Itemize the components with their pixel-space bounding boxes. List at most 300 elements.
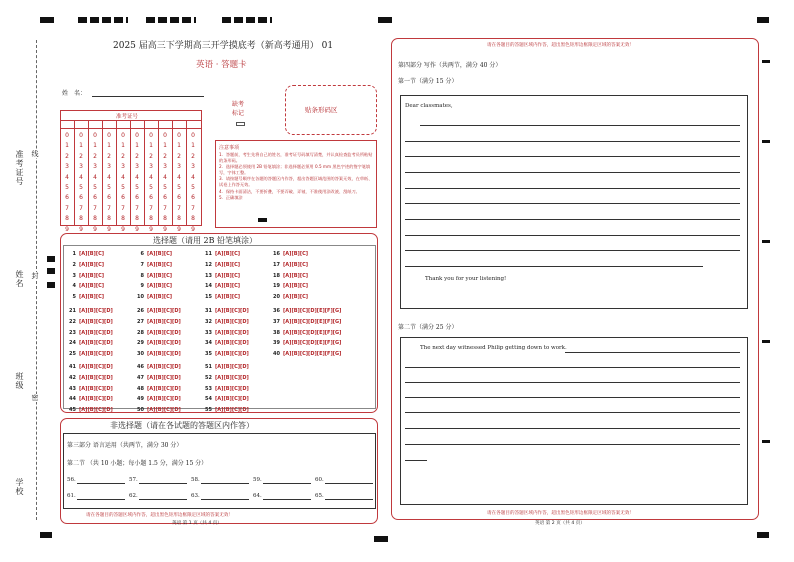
question-number: 39 <box>273 340 280 347</box>
choice-question[interactable] <box>136 340 181 346</box>
exam-digit-bubble[interactable]: 5 <box>121 184 125 192</box>
answer-options[interactable]: [A][B][C] <box>147 251 173 257</box>
choice-question[interactable] <box>204 340 249 346</box>
answer-options[interactable]: [A][B][C][D] <box>215 329 249 336</box>
answer-options[interactable]: [A][B][C][D] <box>147 374 181 381</box>
writing-line[interactable] <box>405 250 740 251</box>
registration-mark <box>762 60 770 63</box>
exam-digit-bubble[interactable]: 6 <box>107 194 111 202</box>
answer-options[interactable]: [A][B][C] <box>283 251 309 257</box>
answer-options[interactable]: [A][B][C][D] <box>215 374 249 381</box>
exam-digit-bubble[interactable]: 8 <box>135 215 139 223</box>
exam-digit-bubble[interactable]: 6 <box>93 194 97 202</box>
answer-options[interactable]: [A][B][C] <box>215 283 241 290</box>
exam-digit-bubble[interactable]: 7 <box>191 204 195 212</box>
question-number: 32 <box>205 318 212 325</box>
choice-question[interactable] <box>272 330 341 336</box>
question-number: 43 <box>69 385 76 392</box>
question-number: 3 <box>72 272 76 279</box>
exam-digit-bubble[interactable]: 1 <box>149 142 153 150</box>
answer-options[interactable]: [A][B][C] <box>215 294 241 301</box>
answer-options[interactable]: [A][B][C] <box>283 261 309 268</box>
answer-options[interactable]: [A][B][C] <box>147 261 173 268</box>
exam-digit-bubble[interactable]: 2 <box>65 152 69 160</box>
exam-digit-column[interactable] <box>160 131 170 235</box>
choice-question[interactable] <box>68 294 104 300</box>
exam-digit-bubble[interactable]: 1 <box>135 142 139 150</box>
exam-digit-bubble[interactable]: 0 <box>163 132 167 139</box>
absent-checkbox[interactable] <box>236 122 245 126</box>
answer-options[interactable]: [A][B][C] <box>79 251 105 257</box>
exam-digit-bubble[interactable]: 5 <box>65 184 69 192</box>
exam-digit-bubble[interactable]: 9 <box>135 225 139 233</box>
exam-digit-bubble[interactable]: 0 <box>135 132 139 139</box>
blank-line[interactable] <box>325 483 373 484</box>
answer-options[interactable]: [A][B][C][D] <box>79 340 113 347</box>
exam-digit-bubble[interactable]: 3 <box>191 163 195 171</box>
answer-options[interactable]: [A][B][C] <box>283 272 309 279</box>
exam-digit-divider <box>158 120 159 226</box>
writing-line[interactable] <box>405 367 740 368</box>
question-number: 8 <box>140 272 144 279</box>
exam-digit-bubble[interactable]: 2 <box>177 152 181 160</box>
binding-line <box>36 40 37 520</box>
exam-digit-bubble[interactable]: 8 <box>107 215 111 223</box>
exam-digit-bubble[interactable]: 2 <box>107 152 111 160</box>
exam-digit-bubble[interactable]: 8 <box>149 215 153 223</box>
notes-title: 注意事项 <box>219 145 240 151</box>
answer-options[interactable]: [A][B][C] <box>79 294 105 301</box>
exam-digit-bubble[interactable]: 5 <box>191 184 195 192</box>
choice-question[interactable] <box>272 351 341 357</box>
exam-digit-bubble[interactable]: 8 <box>79 215 83 223</box>
answer-options[interactable]: [A][B][C][D] <box>79 364 113 370</box>
answer-options[interactable]: [A][B][C][D] <box>79 396 113 403</box>
question-number: 23 <box>69 329 76 336</box>
exam-digit-bubble[interactable]: 3 <box>163 163 167 171</box>
answer-options[interactable]: [A][B][C][D] <box>147 318 181 325</box>
exam-digit-column[interactable] <box>118 131 128 235</box>
right-footer: 英语 第 2 页（共 4 页） <box>535 521 585 526</box>
writing-line[interactable] <box>405 266 703 267</box>
exam-digit-bubble[interactable]: 1 <box>79 142 83 150</box>
exam-digit-bubble[interactable]: 4 <box>121 173 125 181</box>
choice-question[interactable] <box>68 351 113 357</box>
exam-digit-bubble[interactable]: 5 <box>93 184 97 192</box>
choice-question[interactable] <box>68 364 113 370</box>
choice-question[interactable] <box>68 386 113 392</box>
exam-digit-bubble[interactable]: 4 <box>191 173 195 181</box>
answer-options[interactable]: [A][B][C] <box>147 294 173 301</box>
writing-line[interactable] <box>405 156 740 157</box>
answer-options[interactable]: [A][B][C] <box>79 283 105 290</box>
choice-question[interactable] <box>136 319 181 325</box>
exam-digit-bubble[interactable]: 0 <box>79 132 83 139</box>
exam-digit-bubble[interactable]: 1 <box>107 142 111 150</box>
exam-digit-bubble[interactable]: 2 <box>149 152 153 160</box>
question-number: 11 <box>205 251 212 257</box>
exam-digit-bubble[interactable]: 7 <box>93 204 97 212</box>
registration-mark <box>762 140 770 143</box>
exam-digit-bubble[interactable]: 7 <box>163 204 167 212</box>
writing-line[interactable] <box>405 428 740 429</box>
answer-options[interactable]: [A][B][C][D][E][F][G] <box>283 308 342 314</box>
choice-question[interactable] <box>68 319 113 325</box>
choice-question[interactable] <box>136 308 181 314</box>
writing-line[interactable] <box>565 352 740 353</box>
exam-digit-bubble[interactable]: 3 <box>107 163 111 171</box>
choice-question[interactable] <box>68 396 113 402</box>
blank-number: 59. <box>253 477 262 483</box>
exam-digit-bubble[interactable]: 3 <box>79 163 83 171</box>
exam-digit-bubble[interactable]: 9 <box>79 225 83 233</box>
exam-digit-bubble[interactable]: 6 <box>65 194 69 202</box>
answer-options[interactable]: [A][B][C][D][E][F][G] <box>283 329 342 336</box>
choice-question[interactable] <box>204 262 240 268</box>
exam-digit-bubble[interactable]: 3 <box>149 163 153 171</box>
blank-line[interactable] <box>201 483 249 484</box>
exam-digit-bubble[interactable]: 7 <box>65 204 69 212</box>
exam-digit-bubble[interactable]: 7 <box>79 204 83 212</box>
answer-options[interactable]: [A][B][C][D] <box>147 329 181 336</box>
exam-digit-bubble[interactable]: 4 <box>65 173 69 181</box>
blank-number: 60. <box>315 477 324 483</box>
writing-line[interactable] <box>405 203 740 204</box>
exam-digit-bubble[interactable]: 1 <box>93 142 97 150</box>
exam-digit-bubble[interactable]: 6 <box>149 194 153 202</box>
blank-number: 65. <box>315 493 324 499</box>
choice-question[interactable] <box>68 283 104 289</box>
choice-question[interactable] <box>136 283 172 289</box>
exam-digit-column[interactable] <box>90 131 100 235</box>
blank-line[interactable] <box>77 499 125 500</box>
answer-options[interactable]: [A][B][C][D] <box>215 308 249 314</box>
writing-line[interactable] <box>405 219 740 220</box>
answer-options[interactable]: [A][B][C][D] <box>215 385 249 392</box>
nonchoice-title: 非选择题（请在各试题的答题区内作答） <box>110 421 254 430</box>
writing-line[interactable] <box>405 172 740 173</box>
choice-question[interactable] <box>136 386 181 392</box>
right-warning-bottom: 请在各题目的答题区域内作答，超出黑色矩形边框限定区域的答案无效！ <box>487 511 635 516</box>
exam-digit-bubble[interactable]: 5 <box>107 184 111 192</box>
answer-options[interactable]: [A][B][C][D] <box>79 407 113 414</box>
choice-question[interactable] <box>136 407 181 413</box>
exam-digit-bubble[interactable]: 2 <box>191 152 195 160</box>
exam-digit-bubble[interactable]: 0 <box>93 132 97 139</box>
blank-line[interactable] <box>325 499 373 500</box>
choice-question[interactable] <box>204 351 249 357</box>
section2-end-line[interactable] <box>405 460 427 461</box>
exam-digit-bubble[interactable]: 4 <box>163 173 167 181</box>
exam-digit-bubble[interactable]: 9 <box>93 225 97 233</box>
exam-digit-bubble[interactable]: 9 <box>163 225 167 233</box>
exam-digit-column[interactable] <box>132 131 142 235</box>
answer-options[interactable]: [A][B][C][D] <box>215 351 249 358</box>
exam-digit-bubble[interactable]: 9 <box>149 225 153 233</box>
part3-section2: 第二节 （共 10 小题；每小题 1.5 分，满分 15 分） <box>67 460 208 467</box>
blank-number: 57. <box>129 477 138 483</box>
choice-question[interactable] <box>204 396 249 402</box>
answer-options[interactable]: [A][B][C] <box>147 272 173 279</box>
answer-options[interactable]: [A][B][C] <box>147 283 173 290</box>
exam-digit-bubble[interactable]: 2 <box>93 152 97 160</box>
exam-digit-bubble[interactable]: 9 <box>107 225 111 233</box>
exam-digit-column[interactable] <box>146 131 156 235</box>
writing-line[interactable] <box>420 125 740 126</box>
page-title: 2025 届高三下学期高三开学摸底考（新高考通用） 01 <box>113 41 334 51</box>
exam-digit-bubble[interactable]: 4 <box>93 173 97 181</box>
exam-digit-bubble[interactable]: 8 <box>93 215 97 223</box>
exam-digit-bubble[interactable]: 5 <box>79 184 83 192</box>
exam-digit-bubble[interactable]: 4 <box>177 173 181 181</box>
answer-options[interactable]: [A][B][C] <box>283 294 309 301</box>
answer-options[interactable]: [A][B][C][D] <box>147 396 181 403</box>
answer-options[interactable]: [A][B][C][D] <box>215 407 249 414</box>
exam-digit-bubble[interactable]: 7 <box>135 204 139 212</box>
question-number: 55 <box>205 407 212 414</box>
answer-options[interactable]: [A][B][C][D] <box>147 308 181 314</box>
choice-question[interactable] <box>272 283 308 289</box>
choice-question[interactable] <box>204 294 240 300</box>
exam-digit-bubble[interactable]: 8 <box>121 215 125 223</box>
answer-options[interactable]: [A][B][C][D] <box>215 340 249 347</box>
choice-question[interactable] <box>272 251 308 257</box>
exam-digit-bubble[interactable]: 9 <box>121 225 125 233</box>
choice-question[interactable] <box>272 262 308 268</box>
choice-question[interactable] <box>136 375 181 381</box>
choice-question[interactable] <box>136 396 181 402</box>
exam-digit-divider <box>186 120 187 226</box>
choice-question[interactable] <box>68 262 104 268</box>
exam-digit-bubble[interactable]: 8 <box>163 215 167 223</box>
blank-number: 61. <box>67 493 76 499</box>
registration-mark <box>78 17 128 23</box>
question-number: 31 <box>205 308 212 314</box>
blank-line[interactable] <box>263 483 311 484</box>
answer-options[interactable]: [A][B][C][D] <box>215 396 249 403</box>
exam-digit-bubble[interactable]: 6 <box>135 194 139 202</box>
choice-question[interactable] <box>272 340 341 346</box>
exam-digit-bubble[interactable]: 3 <box>135 163 139 171</box>
answer-options[interactable]: [A][B][C][D] <box>79 374 113 381</box>
answer-options[interactable]: [A][B][C][D] <box>147 351 181 358</box>
exam-digit-bubble[interactable]: 1 <box>177 142 181 150</box>
exam-digit-bubble[interactable]: 1 <box>191 142 195 150</box>
question-number: 51 <box>205 364 212 370</box>
answer-options[interactable]: [A][B][C][D] <box>79 385 113 392</box>
side-label-line: 线 <box>31 150 39 158</box>
answer-options[interactable]: [A][B][C][D] <box>147 385 181 392</box>
exam-digit-bubble[interactable]: 0 <box>107 132 111 139</box>
exam-digit-bubble[interactable]: 1 <box>65 142 69 150</box>
exam-digit-bubble[interactable]: 2 <box>121 152 125 160</box>
exam-digit-bubble[interactable]: 5 <box>149 184 153 192</box>
exam-digit-bubble[interactable]: 6 <box>79 194 83 202</box>
choice-question[interactable] <box>204 308 249 314</box>
side-label-exam-no: 准考证号 <box>15 150 24 186</box>
choice-question[interactable] <box>204 330 249 336</box>
blank-line[interactable] <box>139 499 187 500</box>
writing-line[interactable] <box>405 382 740 383</box>
exam-digit-bubble[interactable]: 6 <box>177 194 181 202</box>
exam-digit-bubble[interactable]: 4 <box>149 173 153 181</box>
left-warning: 请在各题目的答题区域内作答，超出黑色矩形边框限定区域的答案无效！ <box>86 513 234 518</box>
exam-digit-bubble[interactable]: 4 <box>79 173 83 181</box>
answer-options[interactable]: [A][B][C][D] <box>147 407 181 414</box>
choice-question[interactable] <box>68 251 104 257</box>
blank-line[interactable] <box>263 499 311 500</box>
question-number: 20 <box>273 294 280 301</box>
choice-question[interactable] <box>136 251 172 257</box>
answer-options[interactable]: [A][B][C][D] <box>79 308 113 314</box>
choice-question[interactable] <box>204 364 249 370</box>
exam-digit-bubble[interactable]: 4 <box>107 173 111 181</box>
question-number: 18 <box>273 272 280 279</box>
exam-digit-bubble[interactable]: 7 <box>121 204 125 212</box>
exam-digit-bubble[interactable]: 0 <box>65 132 69 139</box>
exam-digit-bubble[interactable]: 8 <box>65 215 69 223</box>
choice-question[interactable] <box>136 351 181 357</box>
answer-options[interactable]: [A][B][C][D] <box>147 364 181 370</box>
exam-digit-bubble[interactable]: 7 <box>107 204 111 212</box>
exam-digit-bubble[interactable]: 2 <box>163 152 167 160</box>
answer-options[interactable]: [A][B][C] <box>79 272 105 279</box>
exam-digit-bubble[interactable]: 3 <box>65 163 69 171</box>
exam-digit-bubble[interactable]: 9 <box>191 225 195 233</box>
choice-question[interactable] <box>136 262 172 268</box>
choice-question[interactable] <box>204 386 249 392</box>
exam-digit-bubble[interactable]: 5 <box>135 184 139 192</box>
exam-digit-bubble[interactable]: 8 <box>177 215 181 223</box>
question-number: 41 <box>69 364 76 370</box>
exam-digit-bubble[interactable]: 6 <box>121 194 125 202</box>
choice-question[interactable] <box>272 308 341 314</box>
answer-options[interactable]: [A][B][C] <box>215 251 241 257</box>
blank-line[interactable] <box>201 499 249 500</box>
exam-digit-bubble[interactable]: 6 <box>163 194 167 202</box>
answer-options[interactable]: [A][B][C] <box>215 272 241 279</box>
note-item: 3．请按题号顺序在各题的答题区内作答，超出答题区域范围的答案无效，在草纸、试卷上作答无效。 <box>219 176 373 187</box>
writing-line[interactable] <box>405 141 740 142</box>
exam-digit-bubble[interactable]: 2 <box>135 152 139 160</box>
exam-digit-column[interactable] <box>104 131 114 235</box>
answer-options[interactable]: [A][B][C][D][E][F][G] <box>283 318 342 325</box>
registration-mark <box>222 17 272 23</box>
exam-digit-bubble[interactable]: 0 <box>191 132 195 139</box>
exam-digit-bubble[interactable]: 1 <box>121 142 125 150</box>
answer-options[interactable]: [A][B][C][D][E][F][G] <box>283 351 342 358</box>
answer-options[interactable]: [A][B][C] <box>79 261 105 268</box>
choice-question[interactable] <box>272 273 308 279</box>
name-field[interactable] <box>92 96 204 97</box>
section1-closing: Thank you for your listening! <box>425 276 507 282</box>
answer-options[interactable]: [A][B][C][D] <box>147 340 181 347</box>
question-number: 46 <box>137 364 144 370</box>
choice-question[interactable] <box>68 273 104 279</box>
choice-question[interactable] <box>68 375 113 381</box>
exam-digit-bubble[interactable]: 3 <box>177 163 181 171</box>
exam-digit-bubble[interactable]: 9 <box>65 225 69 233</box>
blank-line[interactable] <box>139 483 187 484</box>
question-number: 13 <box>205 272 212 279</box>
question-number: 4 <box>72 283 76 290</box>
choice-question[interactable] <box>204 319 249 325</box>
exam-digit-column[interactable] <box>62 131 72 235</box>
answer-options[interactable]: [A][B][C] <box>215 261 241 268</box>
question-number: 40 <box>273 351 280 358</box>
choice-question[interactable] <box>136 330 181 336</box>
exam-digit-divider <box>74 120 75 226</box>
answer-options[interactable]: [A][B][C][D] <box>215 364 249 370</box>
exam-digit-bubble[interactable]: 8 <box>191 215 195 223</box>
choice-question[interactable] <box>68 340 113 346</box>
exam-digit-bubble[interactable]: 0 <box>121 132 125 139</box>
exam-digit-bubble[interactable]: 0 <box>177 132 181 139</box>
exam-digit-bubble[interactable]: 7 <box>149 204 153 212</box>
answer-options[interactable]: [A][B][C][D] <box>79 329 113 336</box>
answer-options[interactable]: [A][B][C][D][E][F][G] <box>283 340 342 347</box>
exam-digit-bubble[interactable]: 5 <box>177 184 181 192</box>
exam-digit-column[interactable] <box>174 131 184 235</box>
choice-question[interactable] <box>136 273 172 279</box>
choice-question[interactable] <box>204 407 249 413</box>
section2-writing-box[interactable] <box>400 337 748 505</box>
writing-line[interactable] <box>405 188 740 189</box>
writing-line[interactable] <box>405 412 740 413</box>
question-number: 16 <box>273 251 280 257</box>
choice-question[interactable] <box>68 308 113 314</box>
choice-question[interactable] <box>136 294 172 300</box>
exam-digit-bubble[interactable]: 9 <box>177 225 181 233</box>
exam-digit-bubble[interactable]: 4 <box>135 173 139 181</box>
answer-options[interactable]: [A][B][C][D] <box>215 318 249 325</box>
exam-digit-bubble[interactable]: 0 <box>149 132 153 139</box>
choice-question[interactable] <box>272 319 341 325</box>
answer-options[interactable]: [A][B][C][D] <box>79 318 113 325</box>
exam-digit-bubble[interactable]: 3 <box>93 163 97 171</box>
question-number: 34 <box>205 340 212 347</box>
left-footer: 英语 第 1 页（共 4 页） <box>172 521 222 526</box>
choice-question[interactable] <box>204 251 240 257</box>
exam-digit-bubble[interactable]: 6 <box>191 194 195 202</box>
part3-title: 第三部分 语言运用（共两节，满分 30 分） <box>67 442 183 449</box>
exam-digit-bubble[interactable]: 1 <box>163 142 167 150</box>
question-number: 53 <box>205 385 212 392</box>
exam-digit-column[interactable] <box>76 131 86 235</box>
writing-line[interactable] <box>405 235 740 236</box>
question-number: 24 <box>69 340 76 347</box>
answer-options[interactable]: [A][B][C] <box>283 283 309 290</box>
choice-question[interactable] <box>136 364 181 370</box>
choice-question[interactable] <box>204 283 240 289</box>
choice-question[interactable] <box>68 407 113 413</box>
writing-line[interactable] <box>405 397 740 398</box>
blank-number: 62. <box>129 493 138 499</box>
exam-digit-bubble[interactable]: 2 <box>79 152 83 160</box>
exam-digit-bubble[interactable]: 3 <box>121 163 125 171</box>
choice-question[interactable] <box>204 273 240 279</box>
exam-digit-column[interactable] <box>188 131 198 235</box>
answer-options[interactable]: [A][B][C][D] <box>79 351 113 358</box>
writing-line[interactable] <box>405 444 740 445</box>
choice-question[interactable] <box>272 294 308 300</box>
notes-list <box>219 152 375 202</box>
choice-question[interactable] <box>68 330 113 336</box>
exam-digit-bubble[interactable]: 5 <box>163 184 167 192</box>
exam-digit-bubble[interactable]: 7 <box>177 204 181 212</box>
choice-question[interactable] <box>204 375 249 381</box>
blank-line[interactable] <box>77 483 125 484</box>
